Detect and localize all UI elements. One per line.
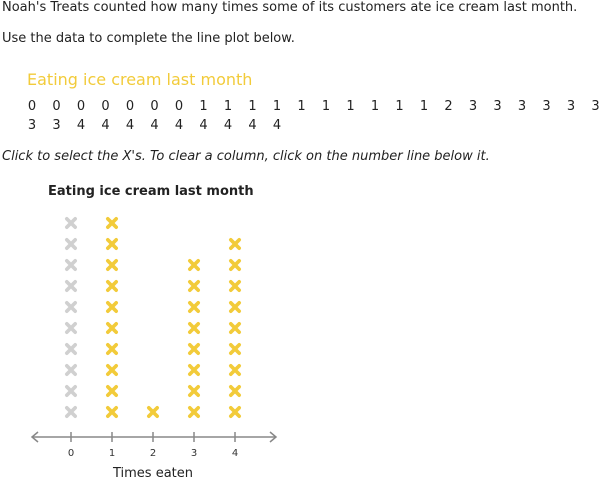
data-value: 1: [223, 99, 233, 114]
x-mark-unselected[interactable]: [67, 366, 75, 374]
data-value: 3: [468, 99, 478, 114]
x-mark-selected[interactable]: [108, 240, 116, 248]
x-mark-selected[interactable]: [190, 324, 198, 332]
data-value: 0: [76, 99, 86, 114]
x-mark-selected[interactable]: [108, 303, 116, 311]
directions-text: Use the data to complete the line plot below.: [2, 31, 295, 46]
x-mark-selected[interactable]: [231, 345, 239, 353]
plot-column-1[interactable]: [108, 219, 116, 416]
data-value: 4: [248, 118, 258, 133]
x-mark-unselected[interactable]: [67, 261, 75, 269]
data-value: 1: [419, 99, 429, 114]
data-value: 3: [566, 99, 576, 114]
x-mark-selected[interactable]: [231, 303, 239, 311]
data-value: 1: [395, 99, 405, 114]
x-mark-selected[interactable]: [190, 387, 198, 395]
x-mark-unselected[interactable]: [67, 387, 75, 395]
plot-column-4[interactable]: [231, 240, 239, 416]
x-mark-unselected[interactable]: [67, 219, 75, 227]
data-value: 3: [542, 99, 552, 114]
x-mark-unselected[interactable]: [67, 345, 75, 353]
x-mark-selected[interactable]: [231, 282, 239, 290]
intro-text: Noah's Treats counted how many times some of its customers ate ice cream last month.: [2, 0, 577, 15]
data-value: 0: [101, 99, 111, 114]
x-mark-selected[interactable]: [231, 324, 239, 332]
x-mark-selected[interactable]: [108, 345, 116, 353]
data-value: 1: [370, 99, 380, 114]
data-value: 0: [150, 99, 160, 114]
plot-column-0[interactable]: [67, 219, 75, 416]
data-value: 0: [52, 99, 62, 114]
data-value: 0: [27, 99, 37, 114]
x-mark-selected[interactable]: [108, 261, 116, 269]
data-value: 1: [321, 99, 331, 114]
tick-label: 1: [109, 448, 115, 459]
data-value: 4: [174, 118, 184, 133]
data-value: 4: [199, 118, 209, 133]
x-mark-selected[interactable]: [108, 408, 116, 416]
x-mark-unselected[interactable]: [67, 240, 75, 248]
x-mark-unselected[interactable]: [67, 303, 75, 311]
x-mark-selected[interactable]: [108, 282, 116, 290]
data-value: 4: [76, 118, 86, 133]
x-mark-selected[interactable]: [231, 240, 239, 248]
x-mark-selected[interactable]: [149, 408, 157, 416]
data-value: 4: [101, 118, 111, 133]
x-mark-selected[interactable]: [190, 261, 198, 269]
tick-label: 4: [232, 448, 238, 459]
plot-column-3[interactable]: [190, 261, 198, 416]
data-value: 0: [174, 99, 184, 114]
x-mark-selected[interactable]: [190, 303, 198, 311]
data-value: 0: [125, 99, 135, 114]
x-mark-selected[interactable]: [231, 408, 239, 416]
x-mark-unselected[interactable]: [67, 282, 75, 290]
x-mark-selected[interactable]: [108, 366, 116, 374]
x-mark-unselected[interactable]: [67, 324, 75, 332]
x-mark-selected[interactable]: [190, 282, 198, 290]
x-mark-selected[interactable]: [108, 324, 116, 332]
data-value: 1: [248, 99, 258, 114]
data-value: 1: [297, 99, 307, 114]
x-mark-unselected[interactable]: [67, 408, 75, 416]
x-mark-selected[interactable]: [231, 366, 239, 374]
data-value: 1: [199, 99, 209, 114]
x-mark-selected[interactable]: [231, 261, 239, 269]
data-value: 3: [517, 99, 527, 114]
data-value: 3: [27, 118, 37, 133]
data-value: 3: [591, 99, 600, 114]
x-mark-selected[interactable]: [231, 387, 239, 395]
plot-x-axis-label: Times eaten: [0, 466, 306, 481]
line-plot[interactable]: [0, 200, 310, 462]
data-value: 4: [150, 118, 160, 133]
x-mark-selected[interactable]: [190, 345, 198, 353]
plot-title: Eating ice cream last month: [48, 184, 254, 199]
data-value: 4: [223, 118, 233, 133]
data-value: 4: [272, 118, 282, 133]
tick-label: 0: [68, 448, 74, 459]
tick-label: 3: [191, 448, 197, 459]
data-value: 3: [493, 99, 503, 114]
plot-column-2[interactable]: [149, 408, 157, 416]
tick-label: 2: [150, 448, 156, 459]
data-value: 3: [52, 118, 62, 133]
x-mark-selected[interactable]: [190, 408, 198, 416]
data-value: 1: [346, 99, 356, 114]
instructions-text: Click to select the X's. To clear a column, click on the number line below it.: [2, 149, 490, 164]
x-mark-selected[interactable]: [190, 366, 198, 374]
data-value: 2: [444, 99, 454, 114]
x-mark-selected[interactable]: [108, 387, 116, 395]
data-table-title: Eating ice cream last month: [27, 70, 252, 89]
x-mark-selected[interactable]: [108, 219, 116, 227]
data-value: 4: [125, 118, 135, 133]
data-value: 1: [272, 99, 282, 114]
